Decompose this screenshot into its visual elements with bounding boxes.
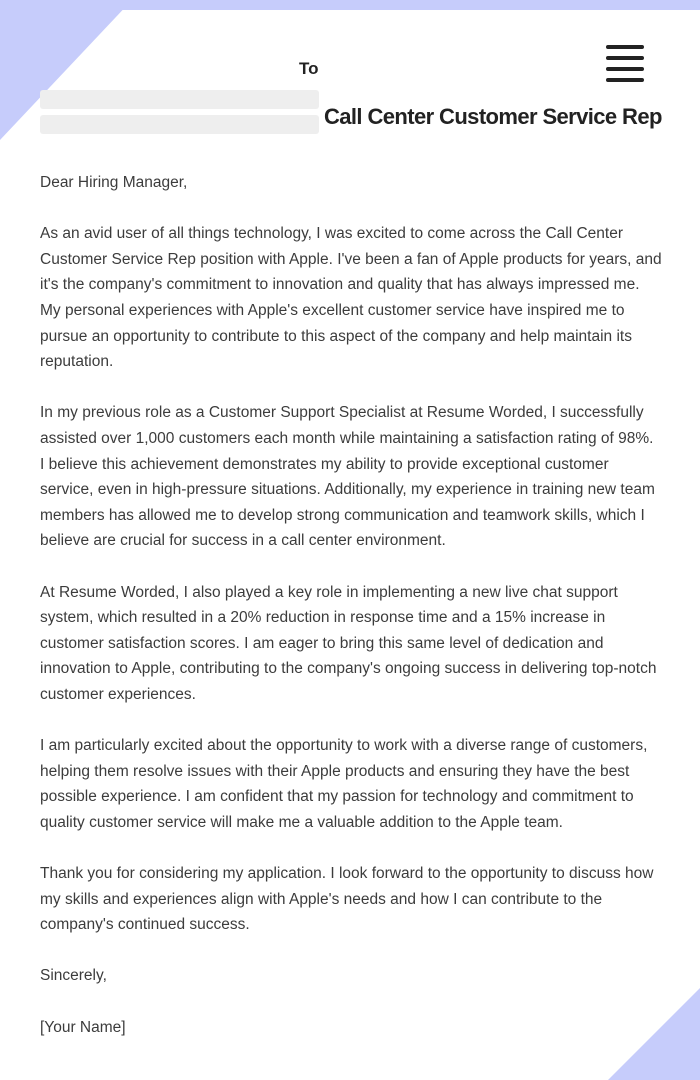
recipient-name-placeholder <box>40 90 319 109</box>
paragraph: In my previous role as a Customer Support Specialist at Resume Worded, I successfully assisted over 1,000 customers each month while maintaining a satisfaction rating of 98%. I believe this achievement demonstrates my ability to provide exceptional customer service, even in high-pressure situations. Additionally, my experience in training new team members has allowed me to develop strong communication and teamwork skills, which I believe are crucial for success in a call center environment. <box>40 404 655 550</box>
paragraph: I am particularly excited about the opportunity to work with a diverse range of customers, helping them resolve issues with their Apple products and ensuring they have the best possible experience. I am confident that my passion for technology and commitment to quality customer service will make me a valuable addition to the Apple team. <box>40 737 648 831</box>
salutation: Dear Hiring Manager, <box>40 174 188 191</box>
closing: Sincerely, <box>40 967 107 985</box>
page-title: Call Center Customer Service Rep <box>324 104 662 129</box>
recipient-address-placeholder <box>40 115 319 134</box>
paragraph: As an avid user of all things technology, I was excited to come across the Call Center Customer Service Rep position with Apple. I've been a fan of Apple products for years, and it's the company's commitment to innovation and quality that has always impressed me. My personal experiences with Apple's excellent customer service have inspired me to pursue an opportunity to contribute to this aspect of the company and help maintain its reputation. <box>40 225 662 371</box>
signature: [Your Name] <box>40 1018 126 1036</box>
paragraph: At Resume Worded, I also played a key role in implementing a new live chat support system, which resulted in a 20% reduction in response time and a 15% increase in customer satisfaction scores. I am eager to bring this same level of dedication and innovation to Apple, contributing to the company's ongoing success in delivering top-notch customer experiences. <box>40 583 657 703</box>
recipient-to-label: To <box>299 59 319 78</box>
letter-body <box>40 170 662 1066</box>
paragraph: Thank you for considering my application. I look forward to the opportunity to discuss how my skills and experiences align with Apple's needs and how I can contribute to the company's continued success. <box>40 865 654 934</box>
hamburger-menu-icon[interactable] <box>606 44 644 84</box>
